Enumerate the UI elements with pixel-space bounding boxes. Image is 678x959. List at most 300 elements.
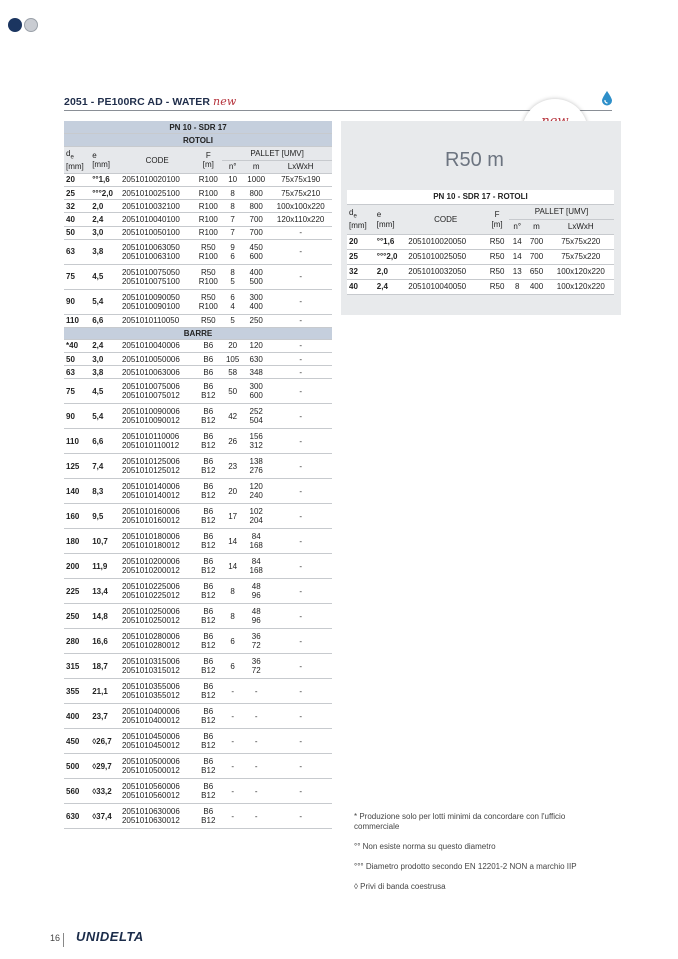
navy-dot-icon xyxy=(8,18,22,32)
note-2: °° Non esiste norma su questo diametro xyxy=(354,842,496,851)
r50-col-f: F [m] xyxy=(485,205,509,235)
format: R50 xyxy=(485,235,509,250)
footnotes xyxy=(354,812,604,902)
page-number: 16 xyxy=(50,933,61,943)
pallet-m: 84 168 xyxy=(243,529,269,554)
thickness: °°1,6 xyxy=(375,235,407,250)
diameter: 400 xyxy=(64,704,90,729)
pallet-lwh: - xyxy=(269,339,332,352)
pallet-n: - xyxy=(222,779,243,804)
pallet-m: - xyxy=(243,704,269,729)
barre-row xyxy=(64,679,332,704)
rotoli-row xyxy=(64,186,332,199)
format: B6 B12 xyxy=(194,704,222,729)
barre-row xyxy=(64,754,332,779)
pallet-m: 400 xyxy=(525,280,547,295)
pallet-m: - xyxy=(243,804,269,829)
barre-row xyxy=(64,404,332,429)
pallet-lwh: - xyxy=(269,554,332,579)
pallet-m: 630 xyxy=(243,353,269,366)
barre-row xyxy=(64,704,332,729)
pallet-n: - xyxy=(222,704,243,729)
pallet-n: 20 xyxy=(222,479,243,504)
pallet-m: 400 500 xyxy=(243,264,269,289)
barre-row xyxy=(64,339,332,352)
diameter: 450 xyxy=(64,729,90,754)
pallet-lwh: 75x75x220 xyxy=(548,250,614,265)
pallet-n: 58 xyxy=(222,366,243,379)
thickness: 10,7 xyxy=(90,529,120,554)
diameter: 140 xyxy=(64,479,90,504)
pallet-lwh: - xyxy=(269,804,332,829)
pallet-m: 800 xyxy=(243,200,269,213)
pallet-lwh: 75x75x220 xyxy=(548,235,614,250)
pallet-m: 700 xyxy=(243,213,269,226)
pallet-m: 48 96 xyxy=(243,604,269,629)
pallet-lwh: - xyxy=(269,729,332,754)
code: 2051010063006 xyxy=(120,366,194,379)
format: R50 xyxy=(485,280,509,295)
pallet-lwh: - xyxy=(269,529,332,554)
diameter: 90 xyxy=(64,404,90,429)
page-footer xyxy=(50,933,60,943)
pallet-n: 23 xyxy=(222,454,243,479)
code: 2051010020100 xyxy=(120,173,194,186)
pallet-m: 700 xyxy=(525,235,547,250)
pallet-n: - xyxy=(222,804,243,829)
code: 2051010090006 2051010090012 xyxy=(120,404,194,429)
thickness: 21,1 xyxy=(90,679,120,704)
diameter: 50 xyxy=(64,353,90,366)
diameter: 180 xyxy=(64,529,90,554)
format: R50 R100 xyxy=(194,264,222,289)
thickness: 23,7 xyxy=(90,704,120,729)
pallet-lwh: - xyxy=(269,779,332,804)
format: B6 B12 xyxy=(194,804,222,829)
barre-row xyxy=(64,604,332,629)
code: 2051010125006 2051010125012 xyxy=(120,454,194,479)
pallet-n: 17 xyxy=(222,504,243,529)
code: 2051010315006 2051010315012 xyxy=(120,654,194,679)
diameter: 32 xyxy=(347,265,375,280)
r50-col-lwh: LxWxH xyxy=(548,220,614,235)
pallet-m: - xyxy=(243,679,269,704)
format: R100 xyxy=(194,186,222,199)
format: R100 xyxy=(194,213,222,226)
thickness: °°°2,0 xyxy=(90,186,120,199)
diameter: 25 xyxy=(347,250,375,265)
format: R100 xyxy=(194,226,222,239)
r50-table-title: PN 10 - SDR 17 - ROTOLI xyxy=(347,190,614,205)
r50-col-e: e [mm] xyxy=(375,205,407,235)
format: B6 xyxy=(194,339,222,352)
thickness: 8,3 xyxy=(90,479,120,504)
pallet-lwh: 100x120x220 xyxy=(548,280,614,295)
thickness: 7,4 xyxy=(90,454,120,479)
format: B6 B12 xyxy=(194,629,222,654)
pallet-lwh: 75x75x210 xyxy=(269,186,332,199)
diameter: 40 xyxy=(64,213,90,226)
code: 2051010075050 2051010075100 xyxy=(120,264,194,289)
format: B6 B12 xyxy=(194,779,222,804)
code: 2051010280006 2051010280012 xyxy=(120,629,194,654)
water-drop-icon xyxy=(601,90,613,106)
format: B6 B12 xyxy=(194,454,222,479)
code: 2051010025050 xyxy=(406,250,485,265)
pallet-n: 5 xyxy=(222,314,243,327)
pallet-m: 700 xyxy=(525,250,547,265)
footer-divider xyxy=(63,933,64,947)
page-title xyxy=(64,95,236,108)
code: 2051010630006 2051010630012 xyxy=(120,804,194,829)
pallet-lwh: - xyxy=(269,629,332,654)
pallet-lwh: 100x100x220 xyxy=(269,200,332,213)
pallet-lwh: - xyxy=(269,289,332,314)
code: 2051010020050 xyxy=(406,235,485,250)
format: B6 B12 xyxy=(194,479,222,504)
format: B6 B12 xyxy=(194,679,222,704)
thickness: 5,4 xyxy=(90,289,120,314)
code: 2051010032050 xyxy=(406,265,485,280)
diameter: 500 xyxy=(64,754,90,779)
pallet-lwh: - xyxy=(269,604,332,629)
barre-row xyxy=(64,504,332,529)
barre-row xyxy=(64,479,332,504)
pallet-m: 1000 xyxy=(243,173,269,186)
format: B6 B12 xyxy=(194,579,222,604)
format: R100 xyxy=(194,200,222,213)
format: R50 xyxy=(485,265,509,280)
format: B6 B12 xyxy=(194,654,222,679)
format: R50 R100 xyxy=(194,239,222,264)
pallet-lwh: 75x75x190 xyxy=(269,173,332,186)
thickness: 18,7 xyxy=(90,654,120,679)
pallet-lwh: - xyxy=(269,239,332,264)
pallet-n: 20 xyxy=(222,339,243,352)
pallet-m: 120 xyxy=(243,339,269,352)
pallet-m: 156 312 xyxy=(243,429,269,454)
main-table xyxy=(64,121,332,829)
pallet-lwh: - xyxy=(269,429,332,454)
thickness: 4,5 xyxy=(90,379,120,404)
code: 2051010063050 2051010063100 xyxy=(120,239,194,264)
main-col-f: F [m] xyxy=(194,147,222,173)
rotoli-row xyxy=(64,173,332,186)
diameter: *40 xyxy=(64,339,90,352)
main-col-code: CODE xyxy=(120,147,194,173)
diameter: 250 xyxy=(64,604,90,629)
code: 2051010050006 xyxy=(120,353,194,366)
format: B6 xyxy=(194,366,222,379)
pallet-n: 8 xyxy=(509,280,525,295)
thickness: 6,6 xyxy=(90,314,120,327)
pallet-lwh: - xyxy=(269,314,332,327)
rotoli-row xyxy=(64,213,332,226)
pallet-m: 450 600 xyxy=(243,239,269,264)
thickness: 13,4 xyxy=(90,579,120,604)
diameter: 110 xyxy=(64,429,90,454)
pallet-n: 10 xyxy=(222,173,243,186)
r50-col-pallet: PALLET [UMV] xyxy=(509,205,614,220)
pallet-lwh: - xyxy=(269,704,332,729)
note-4: ◊ Privi di banda coestrusa xyxy=(354,882,446,891)
r50-col-d: $d_e$ [mm] xyxy=(347,205,375,235)
pallet-lwh: - xyxy=(269,504,332,529)
main-col-pallet: PALLET [UMV] xyxy=(222,147,332,160)
code: 2051010140006 2051010140012 xyxy=(120,479,194,504)
format: B6 xyxy=(194,353,222,366)
barre-row xyxy=(64,429,332,454)
code: 2051010250006 2051010250012 xyxy=(120,604,194,629)
pallet-m: - xyxy=(243,754,269,779)
code: 2051010180006 2051010180012 xyxy=(120,529,194,554)
barre-row xyxy=(64,779,332,804)
code: 2051010110050 xyxy=(120,314,194,327)
diameter: 32 xyxy=(64,200,90,213)
thickness: 14,8 xyxy=(90,604,120,629)
pallet-lwh: - xyxy=(269,264,332,289)
pallet-m: 36 72 xyxy=(243,629,269,654)
pallet-m: - xyxy=(243,729,269,754)
pallet-n: - xyxy=(222,754,243,779)
code: 2051010200006 2051010200012 xyxy=(120,554,194,579)
pallet-n: 8 xyxy=(222,579,243,604)
format: B6 B12 xyxy=(194,429,222,454)
rotoli-row xyxy=(64,314,332,327)
diameter: 200 xyxy=(64,554,90,579)
r50-panel xyxy=(341,121,621,315)
pallet-n: - xyxy=(222,679,243,704)
pallet-m: 48 96 xyxy=(243,579,269,604)
pallet-n: 6 4 xyxy=(222,289,243,314)
thickness: 3,0 xyxy=(90,226,120,239)
barre-row xyxy=(64,729,332,754)
pallet-m: 300 400 xyxy=(243,289,269,314)
barre-row xyxy=(64,579,332,604)
diameter: 75 xyxy=(64,264,90,289)
diameter: 315 xyxy=(64,654,90,679)
thickness: 3,0 xyxy=(90,353,120,366)
code: 2051010025100 xyxy=(120,186,194,199)
pallet-n: 14 xyxy=(222,529,243,554)
code: 2051010040100 xyxy=(120,213,194,226)
barre-row xyxy=(64,379,332,404)
format: R50 xyxy=(485,250,509,265)
pallet-m: 800 xyxy=(243,186,269,199)
diameter: 20 xyxy=(347,235,375,250)
pallet-lwh: - xyxy=(269,754,332,779)
barre-row xyxy=(64,366,332,379)
code: 2051010560006 2051010560012 xyxy=(120,779,194,804)
diameter: 280 xyxy=(64,629,90,654)
r50-row xyxy=(347,265,614,280)
code: 2051010500006 2051010500012 xyxy=(120,754,194,779)
pallet-n: 14 xyxy=(509,250,525,265)
thickness: ◊26,7 xyxy=(90,729,120,754)
main-col-lwh: LxWxH xyxy=(269,160,332,173)
r50-col-m: m xyxy=(525,220,547,235)
format: B6 B12 xyxy=(194,379,222,404)
header-dots xyxy=(8,18,38,32)
pallet-lwh: - xyxy=(269,654,332,679)
pallet-n: 8 5 xyxy=(222,264,243,289)
pallet-lwh: - xyxy=(269,366,332,379)
pallet-n: - xyxy=(222,729,243,754)
rotoli-row xyxy=(64,289,332,314)
pallet-m: 700 xyxy=(243,226,269,239)
thickness: 3,8 xyxy=(90,366,120,379)
r50-row xyxy=(347,280,614,295)
pallet-n: 105 xyxy=(222,353,243,366)
rotoli-row xyxy=(64,264,332,289)
pallet-m: 300 600 xyxy=(243,379,269,404)
code: 2051010040050 xyxy=(406,280,485,295)
pallet-lwh: - xyxy=(269,404,332,429)
pallet-n: 42 xyxy=(222,404,243,429)
diameter: 355 xyxy=(64,679,90,704)
thickness: 6,6 xyxy=(90,429,120,454)
code: 2051010110006 2051010110012 xyxy=(120,429,194,454)
format: R50 R100 xyxy=(194,289,222,314)
barre-row xyxy=(64,529,332,554)
pallet-lwh: - xyxy=(269,379,332,404)
barre-row xyxy=(64,629,332,654)
code: 2051010090050 2051010090100 xyxy=(120,289,194,314)
main-table-title: PN 10 - SDR 17 xyxy=(64,121,332,134)
thickness: 11,9 xyxy=(90,554,120,579)
diameter: 125 xyxy=(64,454,90,479)
main-col-n: n° xyxy=(222,160,243,173)
pallet-lwh: - xyxy=(269,353,332,366)
r50-heading: R50 m xyxy=(445,149,504,171)
pallet-m: 102 204 xyxy=(243,504,269,529)
diameter: 25 xyxy=(64,186,90,199)
thickness: ◊33,2 xyxy=(90,779,120,804)
diameter: 50 xyxy=(64,226,90,239)
format: R50 xyxy=(194,314,222,327)
format: R100 xyxy=(194,173,222,186)
diameter: 75 xyxy=(64,379,90,404)
r50-row xyxy=(347,235,614,250)
pallet-n: 9 6 xyxy=(222,239,243,264)
pallet-m: 138 276 xyxy=(243,454,269,479)
pallet-n: 14 xyxy=(222,554,243,579)
thickness: 9,5 xyxy=(90,504,120,529)
unidelta-logo: UNIDELTA xyxy=(76,929,144,944)
pallet-n: 14 xyxy=(509,235,525,250)
pallet-n: 13 xyxy=(509,265,525,280)
diameter: 110 xyxy=(64,314,90,327)
pallet-m: 36 72 xyxy=(243,654,269,679)
note-3: °°° Diametro prodotto secondo EN 12201-2 NON a marchio IIP xyxy=(354,862,577,871)
pallet-m: - xyxy=(243,779,269,804)
format: B6 B12 xyxy=(194,504,222,529)
barre-row xyxy=(64,554,332,579)
r50-table xyxy=(347,190,614,295)
section-barre: BARRE xyxy=(64,327,332,339)
pallet-lwh: - xyxy=(269,579,332,604)
diameter: 63 xyxy=(64,366,90,379)
diameter: 560 xyxy=(64,779,90,804)
diameter: 225 xyxy=(64,579,90,604)
pallet-m: 650 xyxy=(525,265,547,280)
thickness: 3,8 xyxy=(90,239,120,264)
format: B6 B12 xyxy=(194,529,222,554)
diameter: 630 xyxy=(64,804,90,829)
thickness: ◊29,7 xyxy=(90,754,120,779)
thickness: °°°2,0 xyxy=(375,250,407,265)
r50-col-n: n° xyxy=(509,220,525,235)
diameter: 63 xyxy=(64,239,90,264)
thickness: ◊37,4 xyxy=(90,804,120,829)
barre-row xyxy=(64,654,332,679)
thickness: 2,0 xyxy=(90,200,120,213)
format: B6 B12 xyxy=(194,604,222,629)
pallet-n: 7 xyxy=(222,226,243,239)
code: 2051010355006 2051010355012 xyxy=(120,679,194,704)
pallet-lwh: - xyxy=(269,479,332,504)
main-col-d: $d_e$ [mm] xyxy=(64,147,90,173)
rotoli-row xyxy=(64,239,332,264)
pallet-n: 8 xyxy=(222,200,243,213)
code: 2051010160006 2051010160012 xyxy=(120,504,194,529)
pallet-lwh: 120x110x220 xyxy=(269,213,332,226)
barre-row xyxy=(64,454,332,479)
thickness: °°1,6 xyxy=(90,173,120,186)
r50-col-code: CODE xyxy=(406,205,485,235)
thickness: 4,5 xyxy=(90,264,120,289)
pallet-lwh: - xyxy=(269,226,332,239)
thickness: 2,4 xyxy=(375,280,407,295)
thickness: 16,6 xyxy=(90,629,120,654)
main-col-m: m xyxy=(243,160,269,173)
rotoli-row xyxy=(64,200,332,213)
code: 2051010225006 2051010225012 xyxy=(120,579,194,604)
pallet-m: 84 168 xyxy=(243,554,269,579)
thickness: 2,0 xyxy=(375,265,407,280)
section-rotoli: ROTOLI xyxy=(64,134,332,147)
title-new-mark: new xyxy=(213,95,237,108)
thickness: 2,4 xyxy=(90,213,120,226)
barre-row xyxy=(64,353,332,366)
format: B6 B12 xyxy=(194,754,222,779)
diameter: 20 xyxy=(64,173,90,186)
diameter: 40 xyxy=(347,280,375,295)
r50-row xyxy=(347,250,614,265)
pallet-lwh: - xyxy=(269,679,332,704)
code: 2051010040006 xyxy=(120,339,194,352)
pallet-n: 6 xyxy=(222,629,243,654)
barre-row xyxy=(64,804,332,829)
pallet-n: 50 xyxy=(222,379,243,404)
code: 2051010032100 xyxy=(120,200,194,213)
code: 2051010400006 2051010400012 xyxy=(120,704,194,729)
format: B6 B12 xyxy=(194,404,222,429)
pallet-m: 120 240 xyxy=(243,479,269,504)
pallet-lwh: 100x120x220 xyxy=(548,265,614,280)
pallet-n: 7 xyxy=(222,213,243,226)
code: 2051010050100 xyxy=(120,226,194,239)
pallet-n: 6 xyxy=(222,654,243,679)
page-title-text: 2051 - PE100RC AD - WATER xyxy=(64,96,211,108)
gray-dot-icon xyxy=(24,18,38,32)
format: B6 B12 xyxy=(194,554,222,579)
pallet-lwh: - xyxy=(269,454,332,479)
diameter: 90 xyxy=(64,289,90,314)
note-1: * Produzione solo per lotti minimi da concordare con l'ufficio commerciale xyxy=(354,812,566,831)
code: 2051010450006 2051010450012 xyxy=(120,729,194,754)
main-col-e: e [mm] xyxy=(90,147,120,173)
